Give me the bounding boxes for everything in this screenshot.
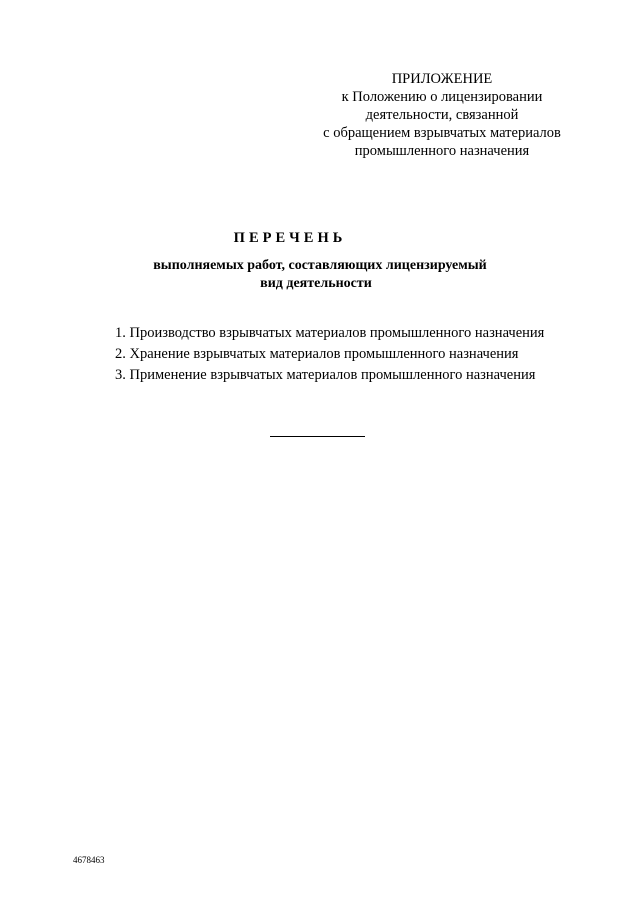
list-item: 3. Применение взрывчатых материалов промышленного назначения	[115, 367, 536, 383]
subtitle-line-2: вид деятельности	[260, 276, 372, 291]
appendix-line: к Положению о лицензировании	[341, 89, 543, 105]
appendix-line: промышленного назначения	[354, 143, 530, 159]
document-subtitle	[0, 257, 640, 293]
appendix-block	[292, 70, 592, 160]
document-title	[0, 229, 640, 247]
works-list	[115, 323, 544, 386]
appendix-line: с обращением взрывчатых материалов	[323, 125, 561, 141]
list-item: 1. Производство взрывчатых материалов промышленного назначения	[115, 325, 545, 341]
appendix-title: ПРИЛОЖЕНИЕ	[391, 71, 493, 87]
end-divider	[270, 436, 365, 437]
subtitle-line-1: выполняемых работ, составляющих лицензируемый	[153, 258, 487, 273]
appendix-line: деятельности, связанной	[365, 107, 519, 123]
document-number: 4678463	[73, 855, 105, 865]
list-item: 2. Хранение взрывчатых материалов промышленного назначения	[115, 346, 519, 362]
document-title-text: ПЕРЕЧЕНЬ	[233, 230, 347, 246]
